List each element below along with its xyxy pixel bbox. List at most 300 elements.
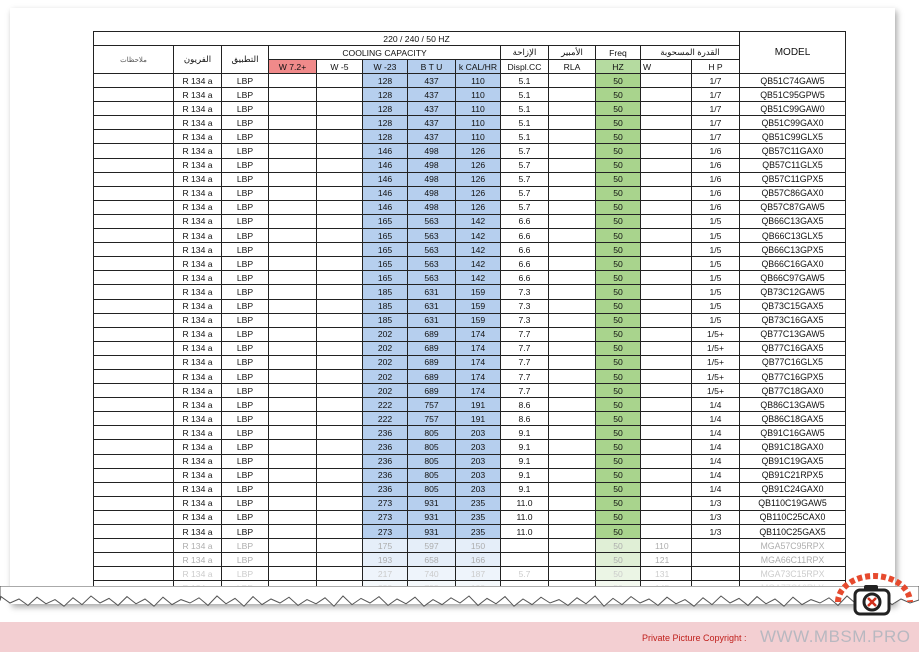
rla-cell bbox=[549, 313, 596, 327]
w72-header: W 7.2+ bbox=[269, 60, 317, 74]
btu-cell: 689 bbox=[408, 341, 456, 355]
w72-cell bbox=[269, 426, 317, 440]
w23-cell: 128 bbox=[363, 102, 408, 116]
btu-cell: 740 bbox=[408, 567, 456, 581]
w72-cell bbox=[269, 102, 317, 116]
application-cell: LBP bbox=[222, 172, 269, 186]
w23-cell: 175 bbox=[363, 539, 408, 553]
refrigerant-cell: R 134 a bbox=[174, 271, 222, 285]
w23-cell: 202 bbox=[363, 327, 408, 341]
power-header-ar: القدرة المسحوبة bbox=[641, 46, 740, 60]
w5-cell bbox=[317, 144, 363, 158]
btu-cell: 563 bbox=[408, 229, 456, 243]
w72-cell bbox=[269, 257, 317, 271]
w-cell bbox=[641, 200, 692, 214]
displ-cell: 5.1 bbox=[501, 116, 549, 130]
notes-cell bbox=[94, 553, 174, 567]
w5-cell bbox=[317, 468, 363, 482]
btu-cell: 757 bbox=[408, 398, 456, 412]
btu-cell: 437 bbox=[408, 116, 456, 130]
w5-cell bbox=[317, 426, 363, 440]
refrigerant-cell: R 134 a bbox=[174, 313, 222, 327]
w72-cell bbox=[269, 384, 317, 398]
hz-cell: 50 bbox=[596, 539, 641, 553]
kcal-cell: 142 bbox=[456, 243, 501, 257]
notes-cell bbox=[94, 440, 174, 454]
hz-cell: 50 bbox=[596, 440, 641, 454]
w23-cell: 273 bbox=[363, 525, 408, 539]
hp-cell: 1/7 bbox=[692, 130, 740, 144]
hp-cell: 1/5 bbox=[692, 313, 740, 327]
refrigerant-cell: R 134 a bbox=[174, 144, 222, 158]
hz-cell: 50 bbox=[596, 200, 641, 214]
notes-cell bbox=[94, 74, 174, 88]
hp-cell: 1/3 bbox=[692, 510, 740, 524]
application-cell: LBP bbox=[222, 567, 269, 581]
application-cell: LBP bbox=[222, 243, 269, 257]
refrigerant-cell: R 134 a bbox=[174, 454, 222, 468]
model-cell: QB66C13GPX5 bbox=[740, 243, 846, 257]
table-row bbox=[94, 313, 846, 327]
hp-cell: 1/6 bbox=[692, 158, 740, 172]
btu-cell: 805 bbox=[408, 482, 456, 496]
model-cell: QB57C11GPX5 bbox=[740, 172, 846, 186]
rla-cell bbox=[549, 341, 596, 355]
hz-cell: 50 bbox=[596, 525, 641, 539]
w-cell bbox=[641, 102, 692, 116]
displ-cell: 9.1 bbox=[501, 482, 549, 496]
w-cell bbox=[641, 186, 692, 200]
w-cell bbox=[641, 214, 692, 228]
w72-cell bbox=[269, 243, 317, 257]
hp-cell: 1/5 bbox=[692, 229, 740, 243]
btu-cell: 931 bbox=[408, 525, 456, 539]
btu-cell: 631 bbox=[408, 313, 456, 327]
refrigerant-cell: R 134 a bbox=[174, 327, 222, 341]
table-row bbox=[94, 257, 846, 271]
w5-cell bbox=[317, 496, 363, 510]
model-cell: QB66C97GAW5 bbox=[740, 271, 846, 285]
application-cell: LBP bbox=[222, 553, 269, 567]
w5-cell bbox=[317, 186, 363, 200]
displ-cell: 7.3 bbox=[501, 313, 549, 327]
w72-cell bbox=[269, 172, 317, 186]
displ-cell: 9.1 bbox=[501, 426, 549, 440]
table-row bbox=[94, 369, 846, 383]
w-cell bbox=[641, 369, 692, 383]
w72-cell bbox=[269, 539, 317, 553]
model-cell: QB51C99GAW0 bbox=[740, 102, 846, 116]
rla-cell bbox=[549, 88, 596, 102]
refrigerant-cell: R 134 a bbox=[174, 482, 222, 496]
w23-cell: 236 bbox=[363, 468, 408, 482]
model-cell: QB51C95GPW5 bbox=[740, 88, 846, 102]
w-cell bbox=[641, 327, 692, 341]
refrigerant-cell: R 134 a bbox=[174, 440, 222, 454]
refrigerant-header: الفريون bbox=[174, 46, 222, 74]
rla-cell bbox=[549, 144, 596, 158]
hz-cell: 50 bbox=[596, 299, 641, 313]
application-cell: LBP bbox=[222, 144, 269, 158]
table-row bbox=[94, 440, 846, 454]
refrigerant-cell: R 134 a bbox=[174, 88, 222, 102]
notes-cell bbox=[94, 144, 174, 158]
table-row bbox=[94, 88, 846, 102]
displ-cell: 9.1 bbox=[501, 468, 549, 482]
w23-cell: 236 bbox=[363, 482, 408, 496]
hp-cell: 1/7 bbox=[692, 102, 740, 116]
w23-cell: 236 bbox=[363, 454, 408, 468]
application-cell: LBP bbox=[222, 510, 269, 524]
w72-cell bbox=[269, 144, 317, 158]
table-row bbox=[94, 285, 846, 299]
table-row bbox=[94, 299, 846, 313]
kcal-cell: 235 bbox=[456, 510, 501, 524]
notes-cell bbox=[94, 116, 174, 130]
w-cell bbox=[641, 398, 692, 412]
model-cell: QB91C18GAX0 bbox=[740, 440, 846, 454]
w23-cell: 146 bbox=[363, 158, 408, 172]
refrigerant-cell: R 134 a bbox=[174, 285, 222, 299]
w5-cell bbox=[317, 116, 363, 130]
w-cell bbox=[641, 468, 692, 482]
rla-cell bbox=[549, 384, 596, 398]
notes-cell bbox=[94, 454, 174, 468]
notes-cell bbox=[94, 468, 174, 482]
w5-cell bbox=[317, 525, 363, 539]
table-row bbox=[94, 243, 846, 257]
w-cell bbox=[641, 341, 692, 355]
refrigerant-cell: R 134 a bbox=[174, 412, 222, 426]
w72-cell bbox=[269, 525, 317, 539]
model-cell: QB77C13GAW5 bbox=[740, 327, 846, 341]
hp-cell: 1/4 bbox=[692, 398, 740, 412]
hz-cell: 50 bbox=[596, 158, 641, 172]
w5-cell bbox=[317, 299, 363, 313]
application-cell: LBP bbox=[222, 355, 269, 369]
refrigerant-cell: R 134 a bbox=[174, 567, 222, 581]
w-cell bbox=[641, 271, 692, 285]
application-cell: LBP bbox=[222, 384, 269, 398]
refrigerant-cell: R 134 a bbox=[174, 186, 222, 200]
refrigerant-cell: R 134 a bbox=[174, 468, 222, 482]
kcal-cell: 203 bbox=[456, 454, 501, 468]
w72-cell bbox=[269, 116, 317, 130]
rla-cell bbox=[549, 200, 596, 214]
displ-cell: 7.7 bbox=[501, 355, 549, 369]
w23-cell: 185 bbox=[363, 313, 408, 327]
rla-cell bbox=[549, 539, 596, 553]
displ-cell: 6.6 bbox=[501, 271, 549, 285]
kcal-cell: 203 bbox=[456, 482, 501, 496]
w5-cell bbox=[317, 130, 363, 144]
displ-cell: 11.0 bbox=[501, 496, 549, 510]
table-row bbox=[94, 144, 846, 158]
displ-cell: 9.1 bbox=[501, 440, 549, 454]
w5-cell bbox=[317, 229, 363, 243]
model-cell: QB77C16GPX5 bbox=[740, 369, 846, 383]
w23-header: W -23 bbox=[363, 60, 408, 74]
table-row bbox=[94, 454, 846, 468]
w72-cell bbox=[269, 496, 317, 510]
w-cell bbox=[641, 285, 692, 299]
notes-cell bbox=[94, 299, 174, 313]
table-row bbox=[94, 74, 846, 88]
btu-header: B T U bbox=[408, 60, 456, 74]
rla-cell bbox=[549, 158, 596, 172]
application-cell: LBP bbox=[222, 525, 269, 539]
application-cell: LBP bbox=[222, 271, 269, 285]
application-cell: LBP bbox=[222, 299, 269, 313]
table-row bbox=[94, 327, 846, 341]
model-cell: QB91C21RPX5 bbox=[740, 468, 846, 482]
btu-cell: 658 bbox=[408, 553, 456, 567]
notes-cell bbox=[94, 102, 174, 116]
rla-cell bbox=[549, 271, 596, 285]
refrigerant-cell: R 134 a bbox=[174, 116, 222, 130]
table-row bbox=[94, 172, 846, 186]
application-cell: LBP bbox=[222, 440, 269, 454]
w23-cell: 165 bbox=[363, 257, 408, 271]
model-cell: QB73C12GAW5 bbox=[740, 285, 846, 299]
model-cell: QB91C24GAX0 bbox=[740, 482, 846, 496]
w5-cell bbox=[317, 313, 363, 327]
w23-cell: 236 bbox=[363, 426, 408, 440]
hp-cell: 1/5+ bbox=[692, 327, 740, 341]
w-cell bbox=[641, 355, 692, 369]
btu-cell: 931 bbox=[408, 496, 456, 510]
kcal-cell: 174 bbox=[456, 355, 501, 369]
w-cell: 110 bbox=[641, 539, 692, 553]
kcal-cell: 110 bbox=[456, 88, 501, 102]
w5-cell bbox=[317, 88, 363, 102]
w5-cell bbox=[317, 172, 363, 186]
application-cell: LBP bbox=[222, 468, 269, 482]
rla-cell bbox=[549, 553, 596, 567]
w72-cell bbox=[269, 229, 317, 243]
w5-cell bbox=[317, 553, 363, 567]
w72-cell bbox=[269, 468, 317, 482]
hp-cell: 1/5 bbox=[692, 257, 740, 271]
w5-cell bbox=[317, 440, 363, 454]
displ-cell: 5.7 bbox=[501, 172, 549, 186]
hz-cell: 50 bbox=[596, 243, 641, 257]
w72-cell bbox=[269, 214, 317, 228]
w5-cell bbox=[317, 355, 363, 369]
hz-cell: 50 bbox=[596, 116, 641, 130]
w72-cell bbox=[269, 567, 317, 581]
notes-cell bbox=[94, 482, 174, 496]
w72-cell bbox=[269, 88, 317, 102]
notes-cell bbox=[94, 426, 174, 440]
displ-cell: 9.1 bbox=[501, 454, 549, 468]
model-cell: QB73C16GAX5 bbox=[740, 313, 846, 327]
w23-cell: 165 bbox=[363, 214, 408, 228]
refrigerant-cell: R 134 a bbox=[174, 398, 222, 412]
w23-cell: 165 bbox=[363, 271, 408, 285]
cooling-capacity-header: COOLING CAPACITY bbox=[269, 46, 501, 60]
rla-cell bbox=[549, 468, 596, 482]
refrigerant-cell: R 134 a bbox=[174, 130, 222, 144]
hz-cell: 50 bbox=[596, 172, 641, 186]
notes-cell bbox=[94, 229, 174, 243]
refrigerant-cell: R 134 a bbox=[174, 158, 222, 172]
hz-header: HZ bbox=[596, 60, 641, 74]
application-cell: LBP bbox=[222, 369, 269, 383]
displ-cell bbox=[501, 539, 549, 553]
displ-cell: 6.6 bbox=[501, 214, 549, 228]
hp-cell: 1/5 bbox=[692, 285, 740, 299]
hz-cell: 50 bbox=[596, 257, 641, 271]
kcal-cell: 203 bbox=[456, 426, 501, 440]
refrigerant-cell: R 134 a bbox=[174, 341, 222, 355]
freq-header: Freq bbox=[596, 46, 641, 60]
model-cell: QB91C16GAW5 bbox=[740, 426, 846, 440]
displ-cell: 11.0 bbox=[501, 525, 549, 539]
hz-cell: 50 bbox=[596, 355, 641, 369]
table-row bbox=[94, 553, 846, 567]
table-row bbox=[94, 341, 846, 355]
displ-cell: 7.3 bbox=[501, 299, 549, 313]
application-cell: LBP bbox=[222, 200, 269, 214]
model-cell: QB57C11GAX0 bbox=[740, 144, 846, 158]
hz-cell: 50 bbox=[596, 313, 641, 327]
w23-cell: 146 bbox=[363, 200, 408, 214]
kcal-cell: 142 bbox=[456, 229, 501, 243]
displ-cell: 5.1 bbox=[501, 88, 549, 102]
hz-cell: 50 bbox=[596, 88, 641, 102]
hp-cell: 1/4 bbox=[692, 426, 740, 440]
model-cell: QB86C18GAX5 bbox=[740, 412, 846, 426]
hp-cell: 1/5 bbox=[692, 214, 740, 228]
kcal-cell: 110 bbox=[456, 130, 501, 144]
refrigerant-cell: R 134 a bbox=[174, 102, 222, 116]
kcal-cell: 174 bbox=[456, 341, 501, 355]
w-cell bbox=[641, 257, 692, 271]
application-cell: LBP bbox=[222, 482, 269, 496]
table-row bbox=[94, 271, 846, 285]
application-cell: LBP bbox=[222, 285, 269, 299]
w23-cell: 185 bbox=[363, 299, 408, 313]
site-url: WWW.MBSM.PRO bbox=[760, 627, 911, 646]
w23-cell: 128 bbox=[363, 88, 408, 102]
table-row bbox=[94, 468, 846, 482]
w5-cell bbox=[317, 271, 363, 285]
hz-cell: 50 bbox=[596, 412, 641, 426]
hp-cell: 1/4 bbox=[692, 482, 740, 496]
kcal-cell: 235 bbox=[456, 525, 501, 539]
model-cell: QB51C99GLX5 bbox=[740, 130, 846, 144]
notes-cell bbox=[94, 355, 174, 369]
model-cell: QB110C25CAX0 bbox=[740, 510, 846, 524]
w5-cell bbox=[317, 102, 363, 116]
w5-cell bbox=[317, 158, 363, 172]
notes-cell bbox=[94, 412, 174, 426]
kcal-cell: 126 bbox=[456, 144, 501, 158]
notes-cell bbox=[94, 496, 174, 510]
rla-cell bbox=[549, 327, 596, 341]
rla-cell bbox=[549, 299, 596, 313]
kcal-cell: 191 bbox=[456, 412, 501, 426]
model-cell: QB110C19GAW5 bbox=[740, 496, 846, 510]
rla-cell bbox=[549, 496, 596, 510]
hz-cell: 50 bbox=[596, 229, 641, 243]
w23-cell: 128 bbox=[363, 130, 408, 144]
btu-cell: 498 bbox=[408, 172, 456, 186]
hp-cell bbox=[692, 567, 740, 581]
displ-cell: 5.7 bbox=[501, 200, 549, 214]
refrigerant-cell: R 134 a bbox=[174, 496, 222, 510]
w72-cell bbox=[269, 313, 317, 327]
w-cell bbox=[641, 158, 692, 172]
model-cell: QB110C25GAX5 bbox=[740, 525, 846, 539]
copyright-text: Private Picture Copyright : bbox=[642, 633, 747, 643]
w5-cell bbox=[317, 243, 363, 257]
rla-cell bbox=[549, 412, 596, 426]
notes-cell bbox=[94, 130, 174, 144]
notes-header: ملاحظات bbox=[94, 46, 174, 74]
refrigerant-cell: R 134 a bbox=[174, 229, 222, 243]
application-cell: LBP bbox=[222, 74, 269, 88]
table-row bbox=[94, 525, 846, 539]
w23-cell: 146 bbox=[363, 186, 408, 200]
hz-cell: 50 bbox=[596, 214, 641, 228]
model-cell: QB66C16GAX0 bbox=[740, 257, 846, 271]
hp-cell bbox=[692, 553, 740, 567]
w-cell bbox=[641, 116, 692, 130]
refrigerant-cell: R 134 a bbox=[174, 355, 222, 369]
w5-cell bbox=[317, 214, 363, 228]
rla-cell bbox=[549, 102, 596, 116]
rla-cell bbox=[549, 369, 596, 383]
kcal-cell: 174 bbox=[456, 327, 501, 341]
table-body bbox=[94, 74, 846, 595]
table-row bbox=[94, 200, 846, 214]
displacement-header-ar: الإزاحة bbox=[501, 46, 549, 60]
kcal-cell: 187 bbox=[456, 567, 501, 581]
refrigerant-cell: R 134 a bbox=[174, 214, 222, 228]
hp-cell: 1/5+ bbox=[692, 384, 740, 398]
w72-cell bbox=[269, 158, 317, 172]
table-row bbox=[94, 567, 846, 581]
w23-cell: 236 bbox=[363, 440, 408, 454]
w5-cell bbox=[317, 257, 363, 271]
w-cell bbox=[641, 172, 692, 186]
kcal-cell: 126 bbox=[456, 172, 501, 186]
kcal-cell: 142 bbox=[456, 271, 501, 285]
hp-header: H P bbox=[692, 60, 740, 74]
w5-header: W -5 bbox=[317, 60, 363, 74]
refrigerant-cell: R 134 a bbox=[174, 426, 222, 440]
kcal-cell: 126 bbox=[456, 158, 501, 172]
w5-cell bbox=[317, 285, 363, 299]
kcal-cell: 235 bbox=[456, 496, 501, 510]
w-cell bbox=[641, 412, 692, 426]
notes-cell bbox=[94, 257, 174, 271]
table-row bbox=[94, 158, 846, 172]
w23-cell: 202 bbox=[363, 369, 408, 383]
w-cell bbox=[641, 130, 692, 144]
rla-cell bbox=[549, 214, 596, 228]
w23-cell: 165 bbox=[363, 243, 408, 257]
displ-cell bbox=[501, 553, 549, 567]
w23-cell: 202 bbox=[363, 355, 408, 369]
kcal-cell: 110 bbox=[456, 74, 501, 88]
hz-cell: 50 bbox=[596, 327, 641, 341]
displ-cell: 7.7 bbox=[501, 341, 549, 355]
table-row bbox=[94, 482, 846, 496]
btu-cell: 498 bbox=[408, 186, 456, 200]
